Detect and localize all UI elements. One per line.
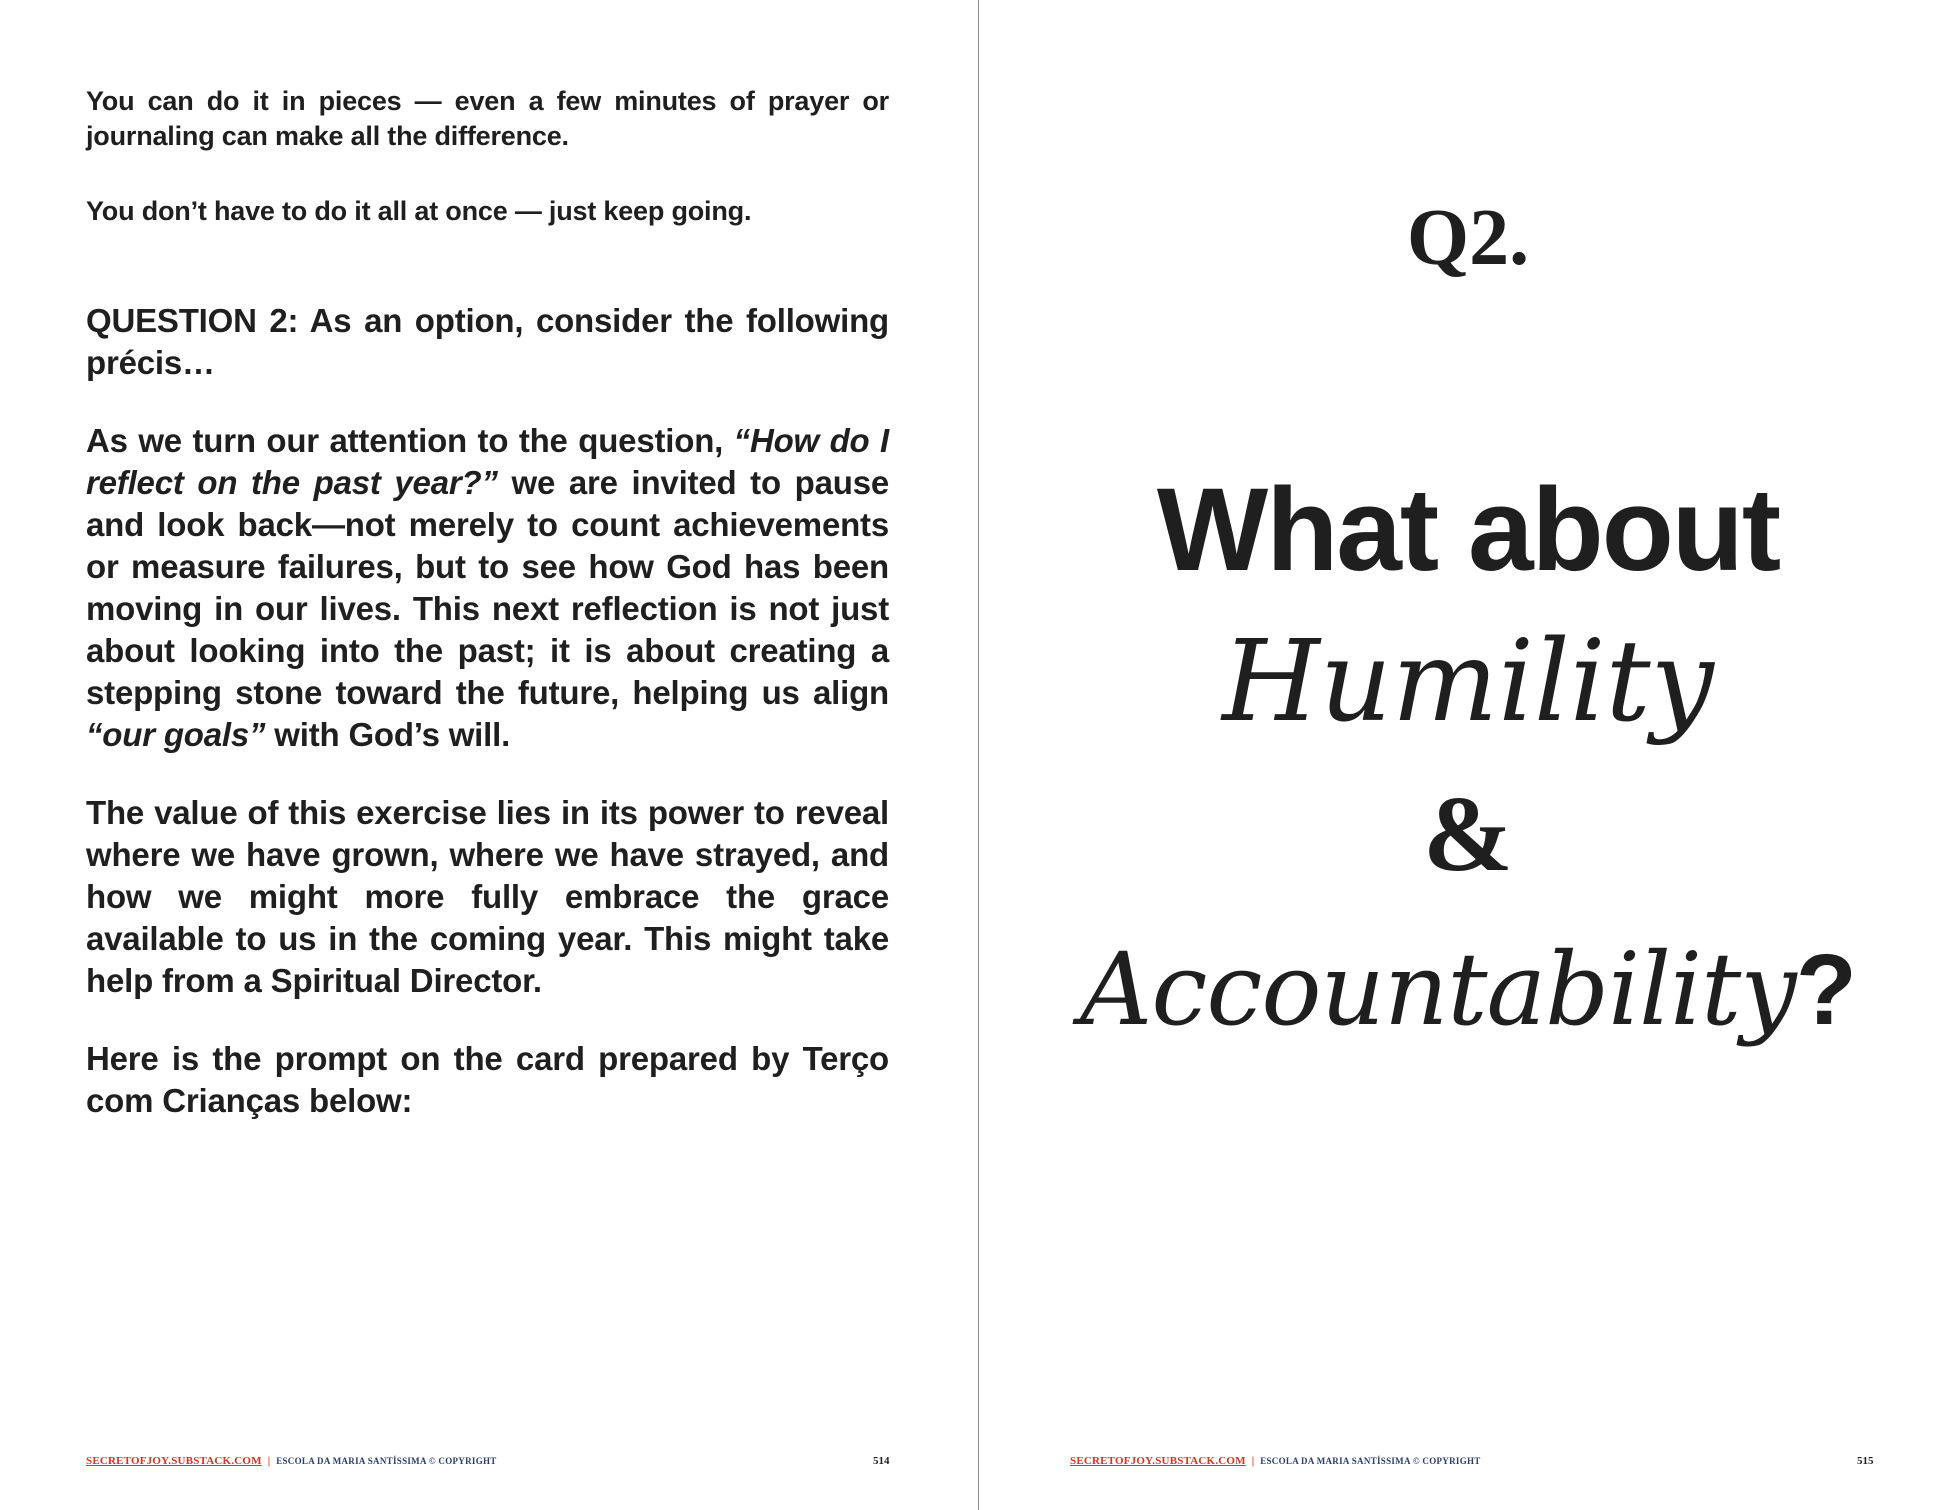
paragraph-1-quote-1: “How do I reflect on the past year?” [86, 422, 889, 501]
heading-accountability-word: Accountability [1080, 931, 1796, 1048]
book-spine-divider [978, 0, 979, 1510]
heading-ampersand: & [1423, 775, 1513, 894]
intro-paragraph-1: You can do it in pieces — even a few minutes of prayer or journaling can make all the difference. [86, 86, 889, 151]
paragraph-1-part-1: As we turn our attention to the question, [86, 422, 734, 459]
footer-site-link[interactable]: SECRETOFJOY.SUBSTACK.COM [86, 1455, 262, 1467]
intro-paragraph-2: You don’t have to do it all at once — just keep going. [86, 196, 752, 226]
paragraph-1-part-3: with God’s will. [265, 716, 511, 753]
footer-site-link[interactable]: SECRETOFJOY.SUBSTACK.COM [1070, 1455, 1246, 1467]
footer-copyright: ESCOLA DA MARIA SANTÍSSIMA © COPYRIGHT [276, 1456, 497, 1466]
footer-copyright: ESCOLA DA MARIA SANTÍSSIMA © COPYRIGHT [1260, 1456, 1481, 1466]
right-page [980, 0, 1956, 1510]
footer-separator: | [267, 1455, 271, 1467]
paragraph-1-quote-2: “our goals” [86, 716, 266, 753]
body-paragraph-1 [86, 420, 889, 756]
body-paragraph-3: Here is the prompt on the card prepared by Terço com Crianças below: [86, 1040, 889, 1119]
heading-accountability [980, 920, 1956, 1060]
left-page-number: 514 [873, 1455, 890, 1467]
heading-question-mark: ? [1795, 934, 1856, 1046]
question-heading: QUESTION 2: As an option, consider the following précis… [86, 302, 889, 381]
heading-what-about: What about [1156, 464, 1780, 596]
footer-separator: | [1251, 1455, 1255, 1467]
right-page-number: 515 [1857, 1455, 1874, 1467]
question-label: Q2. [1406, 194, 1530, 282]
right-footer [1070, 1455, 1481, 1467]
body-block [86, 300, 889, 1158]
left-footer [86, 1455, 497, 1467]
body-paragraph-2: The value of this exercise lies in its power to reveal where we have grown, where we have strayed, and how we might more fully embrace the grace available to us in the coming year. This might take help from a Spiritual Director. [86, 794, 889, 999]
intro-block [86, 84, 889, 229]
paragraph-1-part-2: we are invited to pause and look back—not merely to count achievements or measure failures, but to see how God has been moving in our lives. This next reflection is not just about looking into the past; it is about creating a stepping stone toward the future, helping us align [86, 464, 890, 711]
heading-humility: Humility [1222, 617, 1714, 747]
